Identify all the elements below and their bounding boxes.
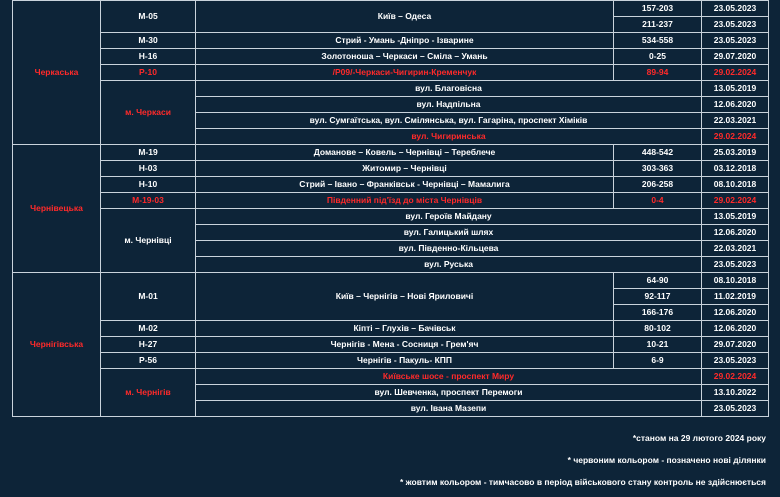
street-name: вул. Благовісна (196, 81, 702, 97)
region-name: Черкаська (13, 1, 101, 145)
road-route: Чернігів - Мена - Сосниця - Грем'яч (196, 337, 614, 353)
street-date: 13.10.2022 (702, 385, 769, 401)
road-km: 6-9 (614, 353, 702, 369)
road-date: 23.05.2023 (702, 353, 769, 369)
street-name: вул. Чигиринська (196, 129, 702, 145)
city-name: м. Чернігів (101, 369, 196, 417)
street-name: вул. Сумгаїтська, вул. Смілянська, вул. Гагаріна, проспект Хіміків (196, 113, 702, 129)
road-route: /Р09/-Черкаси-Чигирин-Кременчук (196, 65, 614, 81)
road-km: 534-558 (614, 33, 702, 49)
note-red: * червоним кольором - позначено нові ділянки (567, 455, 766, 465)
road-km: 448-542 (614, 145, 702, 161)
street-name: вул. Надпільна (196, 97, 702, 113)
road-number: Р-56 (101, 353, 196, 369)
table-row (13, 33, 769, 49)
road-km: 64-90 (614, 273, 702, 289)
road-km: 10-21 (614, 337, 702, 353)
road-km: 157-203 (614, 1, 702, 17)
road-km: 80-102 (614, 321, 702, 337)
road-date: 25.03.2019 (702, 145, 769, 161)
road-date: 12.06.2020 (702, 321, 769, 337)
street-date: 22.03.2021 (702, 113, 769, 129)
table-row (13, 81, 769, 97)
road-number: Н-10 (101, 177, 196, 193)
road-date: 11.02.2019 (702, 289, 769, 305)
road-route: Житомир – Чернівці (196, 161, 614, 177)
street-date: 23.05.2023 (702, 257, 769, 273)
street-name: вул. Івана Мазепи (196, 401, 702, 417)
road-km: 206-258 (614, 177, 702, 193)
street-date: 22.03.2021 (702, 241, 769, 257)
road-route: Київ – Одеса (196, 1, 614, 33)
road-number: Н-03 (101, 161, 196, 177)
road-date: 08.10.2018 (702, 177, 769, 193)
table-row (13, 161, 769, 177)
table-row (13, 337, 769, 353)
table-row (13, 177, 769, 193)
roads-table-body (13, 1, 769, 417)
street-name: вул. Шевченка, проспект Перемоги (196, 385, 702, 401)
road-route: Стрий - Умань -Дніпро - Ізварине (196, 33, 614, 49)
table-row (13, 273, 769, 289)
street-date: 29.02.2024 (702, 129, 769, 145)
road-date: 23.05.2023 (702, 17, 769, 33)
street-name: вул. Героїв Майдану (196, 209, 702, 225)
road-km: 303-363 (614, 161, 702, 177)
table-row (13, 209, 769, 225)
road-km: 92-117 (614, 289, 702, 305)
road-number: М-05 (101, 1, 196, 33)
table-row (13, 369, 769, 385)
road-km: 166-176 (614, 305, 702, 321)
notes (400, 430, 766, 496)
road-number: М-02 (101, 321, 196, 337)
road-km: 0-4 (614, 193, 702, 209)
road-route: Доманове – Ковель – Чернівці – Тереблече (196, 145, 614, 161)
table-row (13, 321, 769, 337)
road-route: Кіпті – Глухів – Бачівськ (196, 321, 614, 337)
road-number: Н-16 (101, 49, 196, 65)
road-number: М-19 (101, 145, 196, 161)
street-date: 13.05.2019 (702, 81, 769, 97)
street-date: 13.05.2019 (702, 209, 769, 225)
road-date: 23.05.2023 (702, 33, 769, 49)
road-route: Стрий – Івано – Франківськ - Чернівці – Мамалига (196, 177, 614, 193)
street-name: вул. Південно-Кільцева (196, 241, 702, 257)
road-date: 29.02.2024 (702, 193, 769, 209)
road-route: Південний під'їзд до міста Чернівців (196, 193, 614, 209)
road-route: Золотоноша – Черкаси – Сміла – Умань (196, 49, 614, 65)
road-number: М-30 (101, 33, 196, 49)
road-km: 89-94 (614, 65, 702, 81)
street-date: 23.05.2023 (702, 401, 769, 417)
road-date: 29.02.2024 (702, 65, 769, 81)
note-yellow: * жовтим кольором - тимчасово в період військового стану контроль не здійснюється (400, 477, 766, 487)
road-number: Р-10 (101, 65, 196, 81)
table-row (13, 65, 769, 81)
road-route: Чернігів - Пакуль- КПП (196, 353, 614, 369)
region-name: Чернівецька (13, 145, 101, 273)
road-date: 03.12.2018 (702, 161, 769, 177)
street-name: вул. Галицький шлях (196, 225, 702, 241)
road-number: Н-27 (101, 337, 196, 353)
street-date: 12.06.2020 (702, 225, 769, 241)
street-name: Київське шосе - проспект Миру (196, 369, 702, 385)
road-date: 29.07.2020 (702, 337, 769, 353)
city-name: м. Чернівці (101, 209, 196, 273)
region-name: Чернігівська (13, 273, 101, 417)
road-date: 29.07.2020 (702, 49, 769, 65)
table-row (13, 353, 769, 369)
city-name: м. Черкаси (101, 81, 196, 145)
road-route: Київ – Чернігів – Нові Яриловичі (196, 273, 614, 321)
road-km: 211-237 (614, 17, 702, 33)
table-row (13, 49, 769, 65)
street-name: вул. Руська (196, 257, 702, 273)
street-date: 12.06.2020 (702, 97, 769, 113)
table-row (13, 193, 769, 209)
road-date: 08.10.2018 (702, 273, 769, 289)
street-date: 29.02.2024 (702, 369, 769, 385)
road-date: 23.05.2023 (702, 1, 769, 17)
roads-table (12, 0, 769, 417)
note-as-of: *станом на 29 лютого 2024 року (632, 433, 766, 443)
road-date: 12.06.2020 (702, 305, 769, 321)
road-number: М-01 (101, 273, 196, 321)
table-row (13, 1, 769, 17)
road-number: М-19-03 (101, 193, 196, 209)
table-row (13, 145, 769, 161)
road-km: 0-25 (614, 49, 702, 65)
